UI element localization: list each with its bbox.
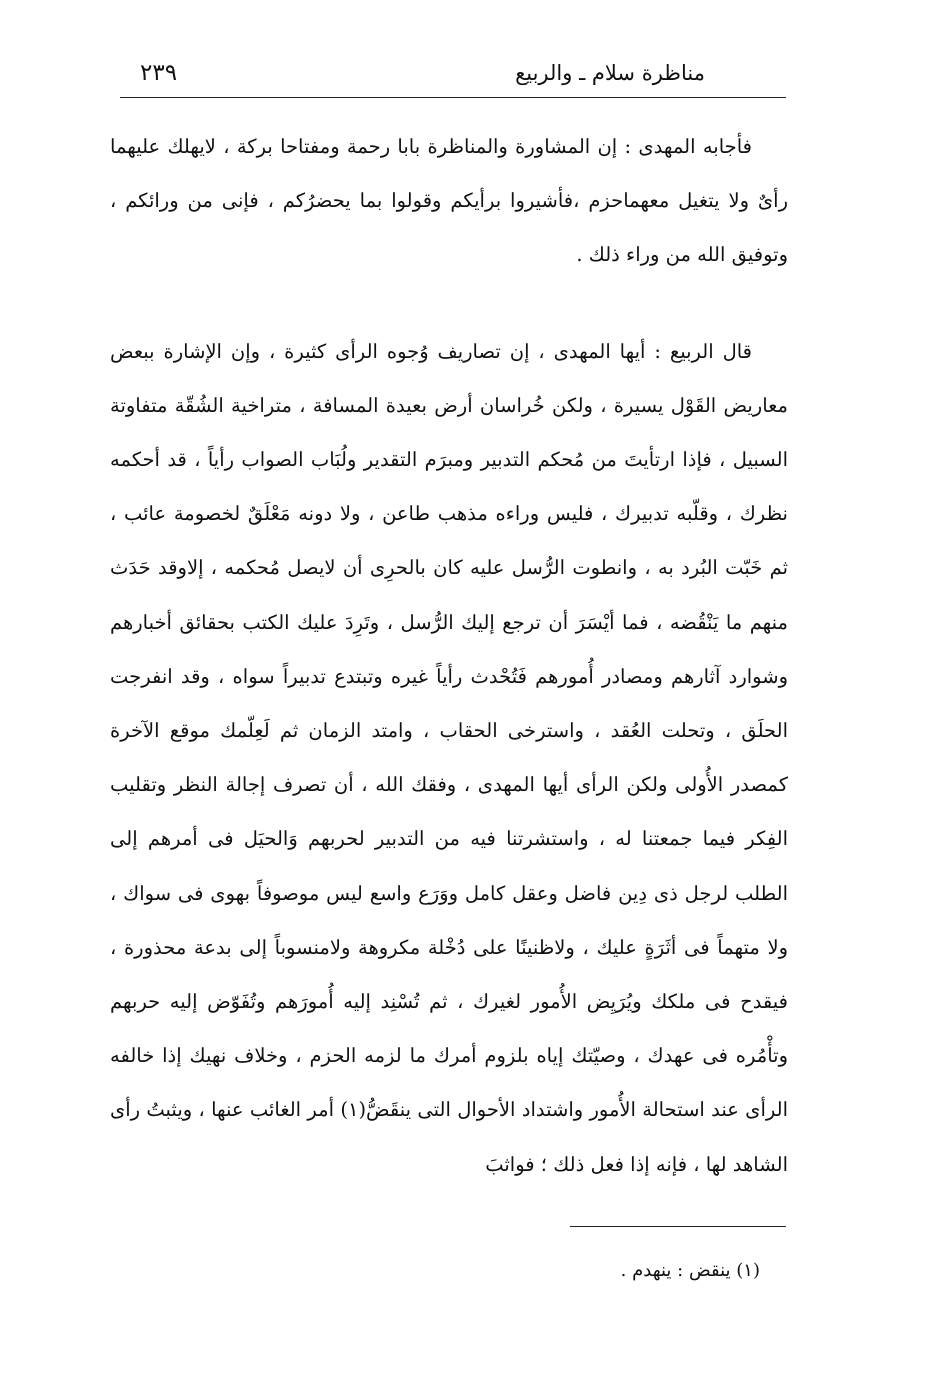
footnote: (١) ينقض : ينهدم . — [620, 1260, 760, 1281]
page-number: ٢٣٩ — [140, 60, 178, 86]
footnote-rule — [570, 1226, 786, 1227]
paragraph-rabi-speech: قال الربيع : أيها المهدى ، إن تصاريف وُجوه الرأى كثيرة ، وإن الإشارة ببعض معاريض القَوْل يسيرة ، ولكن خُراسان أرض بعيدة المسافة ، متراخية الشُقّة متفاوتة السبيل ، فإذا ارتأيتَ من مُحكم التدبير ومبرَم التقدير ولُبَاب الصواب رأياً ، قد أحكمه نظرك ، وقلّبه تدبيرك ، فليس وراءه مذهب طاعن ، ولا دونه مَعْلَقٌ لخصومة عائب ، ثم خَبّت البُرد به ، وانطوت الرُّسل عليه كان بالحرِى أن لايصل مُحكمه ، إلاوقد حَدَث منهم ما يَنْقُضه ، فما أيْسَرَ أن ترجع إليك الرُّسل ، وتَرِدَ عليك الكتب بحقائق أخبارهم وشوارد آثارهم ومصادر أُمورهم فَتُحْدث رأياً غيره وتبتدع تدبيراً سواه ، وقد انفرجت الحلَق ، وتحلت العُقد ، واسترخى الحقاب ، وامتد الزمان ثم لَعِلّمك موقع الآخرة كمصدر الأُولى ولكن الرأى أيها المهدى ، وفقك الله ، أن تصرف إجالة النظر وتقليب الفِكر فيما جمعتنا له ، واستشرتنا فيه من التدبير لحربهم وَالحيَل فى أمرهم إلى الطلب لرجل ذى دِين فاضل وعقل كامل ووَرَع واسع ليس موصوفاً بهوى فى سواك ، ولا متهماً فى أثَرَةٍ عليك ، ولاظنينًا على دُخْلة مكروهة ولامنسوباً إلى بدعة محذورة ، فيقدح فى ملكك ويُرَيِض الأُمور لغيرك ، ثم تُسْنِد إليه أُمورَهم وتُفَوّض إليه حربهم وتأْمُره فى عهدك ، وصيّتك إياه بلزوم أمرك ما لزمه الحزم ، وخلاف نهيك إذا خالفه الرأى عند استحالة الأُمور واشتداد الأحوال التى ينقَضُّ(١) أمر الغائب عنها ، ويثبتُ رأى الشاهد لها ، فإنه إذا فعل ذلك ؛ فواثبَ — [110, 339, 788, 1176]
running-header — [120, 56, 785, 96]
main-text — [110, 120, 788, 1192]
running-title: مناظرة سلام ـ والربيع — [515, 61, 705, 85]
paragraph-mahdi-reply: فأجابه المهدى : إن المشاورة والمناظرة بابا رحمة ومفتاحا بركة ، لايهلك عليهما رأىٌ ولا يتغيل معهماحزم ،فأشيروا برأيكم وقولوا بما يحضرُكم ، فإنى من ورائكم ، وتوفيق الله من وراء ذلك . — [110, 135, 788, 267]
header-rule — [120, 97, 786, 98]
